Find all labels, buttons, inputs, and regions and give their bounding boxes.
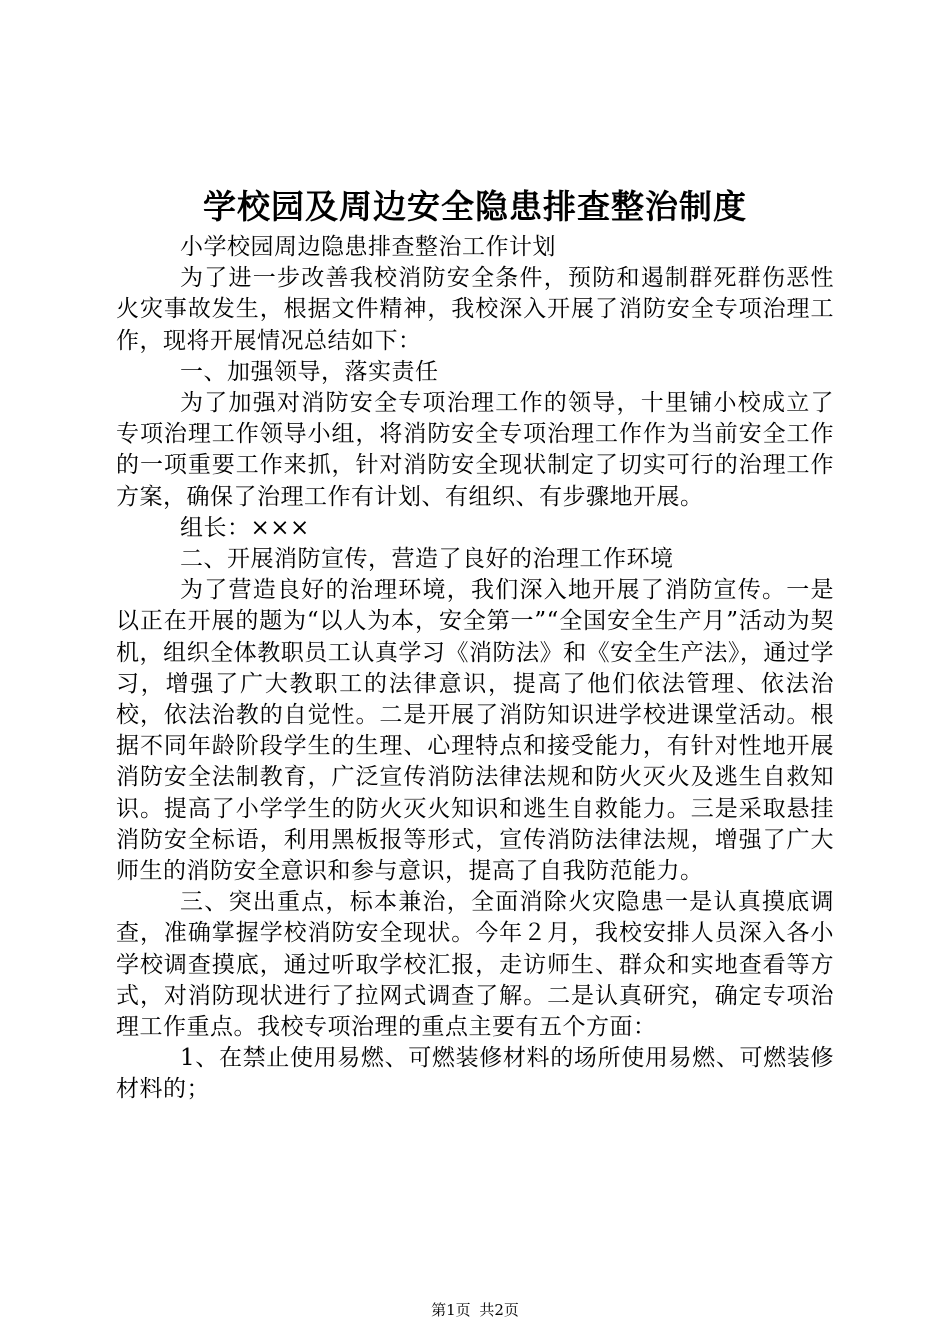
document-title: 学校园及周边安全隐患排查整治制度 [203,187,747,226]
paragraph-publicity: 为了营造良好的治理环境，我们深入地开展了消防宣传。一是以正在开展的题为“以人为本，安全第一”“全国安全生产月”活动为契机，组织全体教职员工认真学习《消防法》和《安全生产法》，通过学习，增强了广大教职工的法律意识，提高了他们依法管理、依法治校，依法治教的自觉性。二是开展了消防知识进学校进课堂活动。根据不同年龄阶段学生的生理、心理特点和接受能力，有针对性地开展消防安全法制教育，广泛宣传消防法律法规和防火灭火及逃生自救知识。提高了小学学生的防火灭火知识和逃生自救能力。三是采取悬挂消防安全标语，利用黑板报等形式，宣传消防法律法规，增强了广大师生的消防安全意识和参与意识，提高了自我防范能力。 [116,577,834,885]
page-total: 共2页 [479,1301,519,1319]
paragraph-leadership: 为了加强对消防安全专项治理工作的领导，十里铺小校成立了专项治理工作领导小组，将消防安全专项治理工作作为当前安全工作的一项重要工作来抓，针对消防安全现状制定了切实可行的治理工作方案，确保了治理工作有计划、有组织、有步骤地开展。 [116,390,834,510]
section-heading-1: 一、加强领导，落实责任 [180,358,439,385]
paragraph-subtitle: 小学校园周边隐患排查整治工作计划 [180,234,556,260]
section-heading-3-paragraph: 三、突出重点，标本兼治，全面消除火灾隐患一是认真摸底调查，准确掌握学校消防安全现状。今年２月，我校安排人员深入各小学校调查摸底，通过听取学校汇报，走访师生、群众和实地查看等方式，对消防现状进行了拉网式调查了解。二是认真研究，确定专项治理工作重点。我校专项治理的重点主要有五个方面： [116,889,834,1041]
list-item-1: 1、在禁止使用易燃、可燃装修材料的场所使用易燃、可燃装修材料的； [116,1045,834,1103]
page-footer [0,1300,950,1320]
section-heading-2: 二、开展消防宣传，营造了良好的治理工作环境 [180,546,674,573]
paragraph-team-leader: 组长：××× [180,514,310,541]
paragraph-intro: 为了进一步改善我校消防安全条件，预防和遏制群死群伤恶性火灾事故发生，根据文件精神，我校深入开展了消防安全专项治理工作，现将开展情况总结如下： [116,265,834,354]
page-number: 第1页 [431,1301,471,1319]
document-body [116,232,834,1106]
